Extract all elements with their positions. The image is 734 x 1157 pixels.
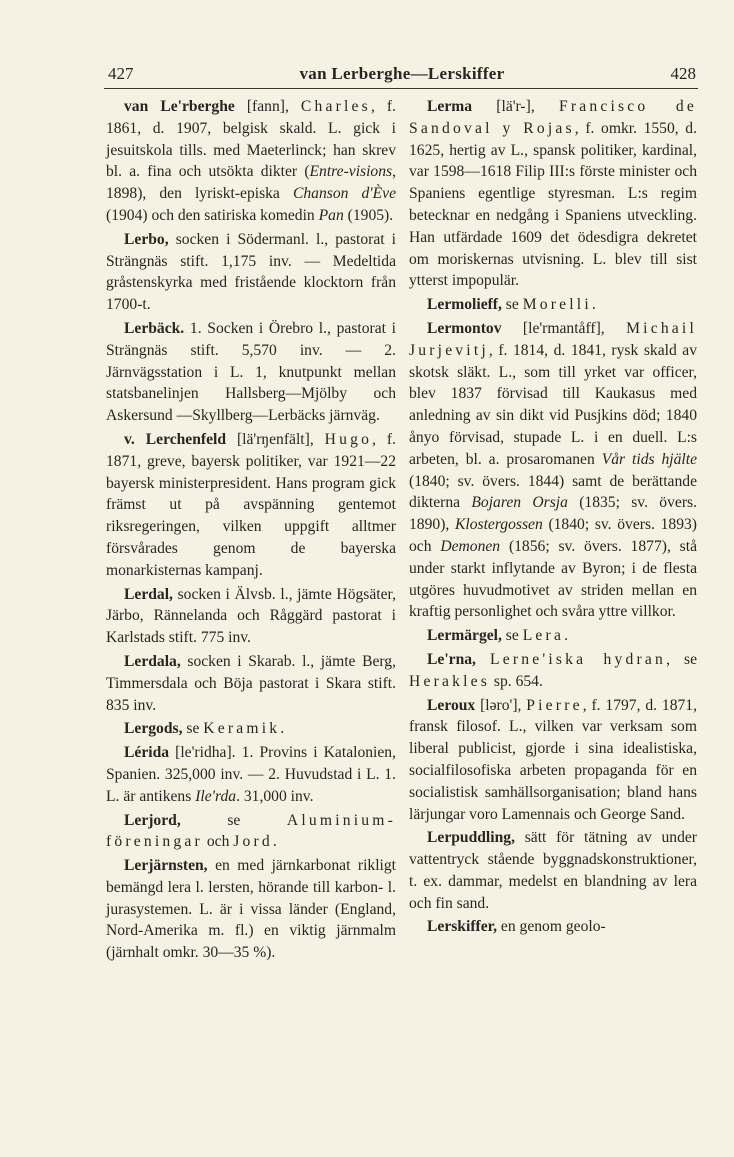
- entry-lerjarnsten: Lerjärnsten, en med järnkarbonat rikligt bemängd lera l. lersten, hörande till karbon- l. jurasystemen. L. är i vissa länder (England, Nord-Amerika m. fl.) en viktig järnmalm (järnhalt omkr. 30—35 %).: [106, 857, 396, 962]
- entry-lerdala: Lerdala, socken i Skarab. l., jämte Berg, Timmersdala och Böja pastorat i Skara stift. 835 inv.: [106, 652, 396, 714]
- italic-title: Demonen: [440, 537, 501, 555]
- headword: Lerbo,: [124, 230, 169, 248]
- italic-term: Ile'rda: [195, 787, 237, 805]
- headword: v. Lerchenfeld: [124, 430, 227, 448]
- spaced-term: Lerne'iska hydran: [490, 650, 667, 668]
- spaced-name: Pierre: [526, 696, 583, 714]
- entry-lerskiffer: Lerskiffer, en genom geolo-: [427, 918, 606, 936]
- headword: Lerpuddling,: [427, 829, 515, 847]
- entry-lerdal: Lerdal, socken i Älvsb. l., jämte Högsäter, Järbo, Rännelanda och Råggärd pastorat i Karlstads stift. 775 inv.: [106, 585, 396, 647]
- entry-lerbo: Lerbo, socken i Södermanl. l., pastorat i Strängnäs stift. 1,175 inv. — Medeltida gråstenskyrka med fristående klocktorn från 1700-t.: [106, 230, 396, 314]
- entry-lerpuddling: Lerpuddling, sätt för tätning av under vattentryck stående byggnadskonstruktioner, t. ex. dammar, medelst en blandning av lera och fin sand.: [409, 829, 697, 912]
- headword: Lerbäck.: [124, 319, 185, 337]
- cross-reference: Keramik: [203, 720, 281, 738]
- italic-title: Chanson d'Ève: [292, 185, 396, 203]
- headword: Lerjärnsten,: [124, 857, 208, 875]
- entry-lermargel: Lermärgel, se Lera.: [427, 627, 568, 645]
- headword: van Le'rberghe: [124, 98, 235, 115]
- entry-lerna: Le'rna, Lerne'iska hydran, se Herakles sp. 654.: [409, 650, 698, 690]
- page-number-right: 428: [670, 64, 696, 83]
- entry-lermontov: Lermontov [le'rmantåff], Michail Jurjevitj, f. 1814, d. 1841, rysk skald av skotsk släkt. L., som till yrket var officer, blev 1837 förvisad till Kaukasus med anledning av sin dikt vid Pusjkins död; 1840 ånyo förvisad, stupade L. i en duell. L:s arbeten, bl. a. prosaromanen Vår tids hjälte (1840; sv. övers. 1844) samt de berättande dikterna Bojaren Orsja (1835; sv. övers. 1890), Klostergossen (1840; sv. övers. 1893) och Demonen (1856; sv. övers. 1877), stå under starkt inflytande av Byron; i de flesta utgöres huvudmotivet av striden mellan en kraftig personlighet och svåra yttre villkor.: [409, 319, 698, 621]
- entry-lerma: Lerma [lä'r-], Francisco de Sandoval y Rojas, f. omkr. 1550, d. 1625, hertig av L., spansk politiker, kardinal, var 1598—1618 Filip III:s förste minister och Spaniens egentlige styresman. L:s regim betecknar en nedgång i Spaniens utveckling. Han utfärdade 1609 det ödesdigra dekretet om moriskernas utvisning. L. blev till sist ytterst impopulär.: [409, 98, 698, 290]
- column-right: [409, 96, 697, 940]
- headword: Leroux: [427, 696, 476, 714]
- entry-lerback: Lerbäck. 1. Socken i Örebro l., pastorat i Strängnäs stift. 5,570 inv. — 2. Järnvägsstation i L. 1, knutpunkt mellan statsbanelinjen Hallsberg—Mjölby och Askersund —Skyllberg—Lerbäcks järnväg.: [106, 319, 396, 425]
- spaced-name: Charles: [300, 98, 371, 115]
- headword: Lérida: [124, 744, 170, 762]
- spaced-name: Hugo: [324, 430, 373, 448]
- headword: Le'rna,: [427, 650, 476, 668]
- page-header: [108, 64, 696, 90]
- entry-lerida: Lérida [le'ridha]. 1. Provins i Katalonien, Spanien. 325,000 inv. — 2. Huvudstad i L. 1. L. är antikens Ile'rda. 31,000 inv.: [106, 744, 396, 805]
- italic-title: Bojaren Orsja: [471, 494, 568, 512]
- italic-title: Vår tids hjälte: [601, 450, 698, 468]
- italic-title: Klostergossen: [454, 516, 543, 534]
- running-head: van Lerberghe—Lerskiffer: [299, 64, 505, 83]
- italic-title: Entre-visions: [309, 163, 393, 181]
- italic-title: Pan: [318, 206, 344, 224]
- entry-lergods: Lergods, se Keramik.: [124, 720, 285, 738]
- column-left: [106, 96, 396, 966]
- headword: Lerjord,: [124, 811, 181, 829]
- cross-reference: Lera: [522, 627, 565, 645]
- headword: Lerdal,: [124, 585, 173, 603]
- cross-reference: Herakles: [409, 672, 491, 690]
- entry-leroux: Leroux [ləro'], Pierre, f. 1797, d. 1871, fransk filosof. L., vilken var verksam som liberal publicist, gjorde i sina idealistiska, socialfilosofiska arbeten propaganda för en socialistisk samhällsorganisation; bland hans lärjungar voro Lamennais och George Sand.: [409, 696, 697, 823]
- headword: Lerdala,: [124, 652, 181, 670]
- headword: Lermärgel,: [427, 627, 502, 645]
- cross-reference: Morelli: [522, 296, 592, 314]
- headword: Lerskiffer,: [427, 918, 498, 936]
- entry-van-lerberghe: van Le'rberghe [fann], Charles, f. 1861, d. 1907, belgisk skald. L. gick i jesuitskola tills. med Maeterlinck; han skrev bl. a. fina och utsökta dikter (Entre-visions, 1898), den lyriskt-episka Chanson d'Ève (1904) och den satiriska komedin Pan (1905).: [106, 98, 396, 224]
- entry-lerjord: Lerjord, se Aluminium-föreningar och Jord.: [106, 811, 396, 851]
- headword: Lermontov: [427, 319, 502, 337]
- cross-reference: Jord: [233, 833, 273, 851]
- entry-lerchenfeld: v. Lerchenfeld [lä'rŋenfält], Hugo, f. 1871, greve, bayersk politiker, var 1921—22 bayersk ministerpresident. Hans program gick främst ut på avspänning gentemot riksregeringen, vilken uppgift alltmer försvårades genom de bayerska monarkisternas kampanj.: [106, 430, 396, 579]
- headword: Lermolieff,: [427, 296, 502, 314]
- headword: Lerma: [427, 98, 473, 115]
- spaced-name: Francisco de Sandoval y Rojas: [409, 98, 698, 137]
- cross-reference: Aluminium-föreningar: [106, 811, 396, 851]
- page-number-left: 427: [108, 64, 134, 83]
- headword: Lergods,: [124, 720, 183, 738]
- entry-lermolieff: Lermolieff, se Morelli.: [427, 296, 596, 314]
- spaced-name: Michail Jurjevitj: [409, 319, 697, 359]
- header-rule: [104, 88, 698, 89]
